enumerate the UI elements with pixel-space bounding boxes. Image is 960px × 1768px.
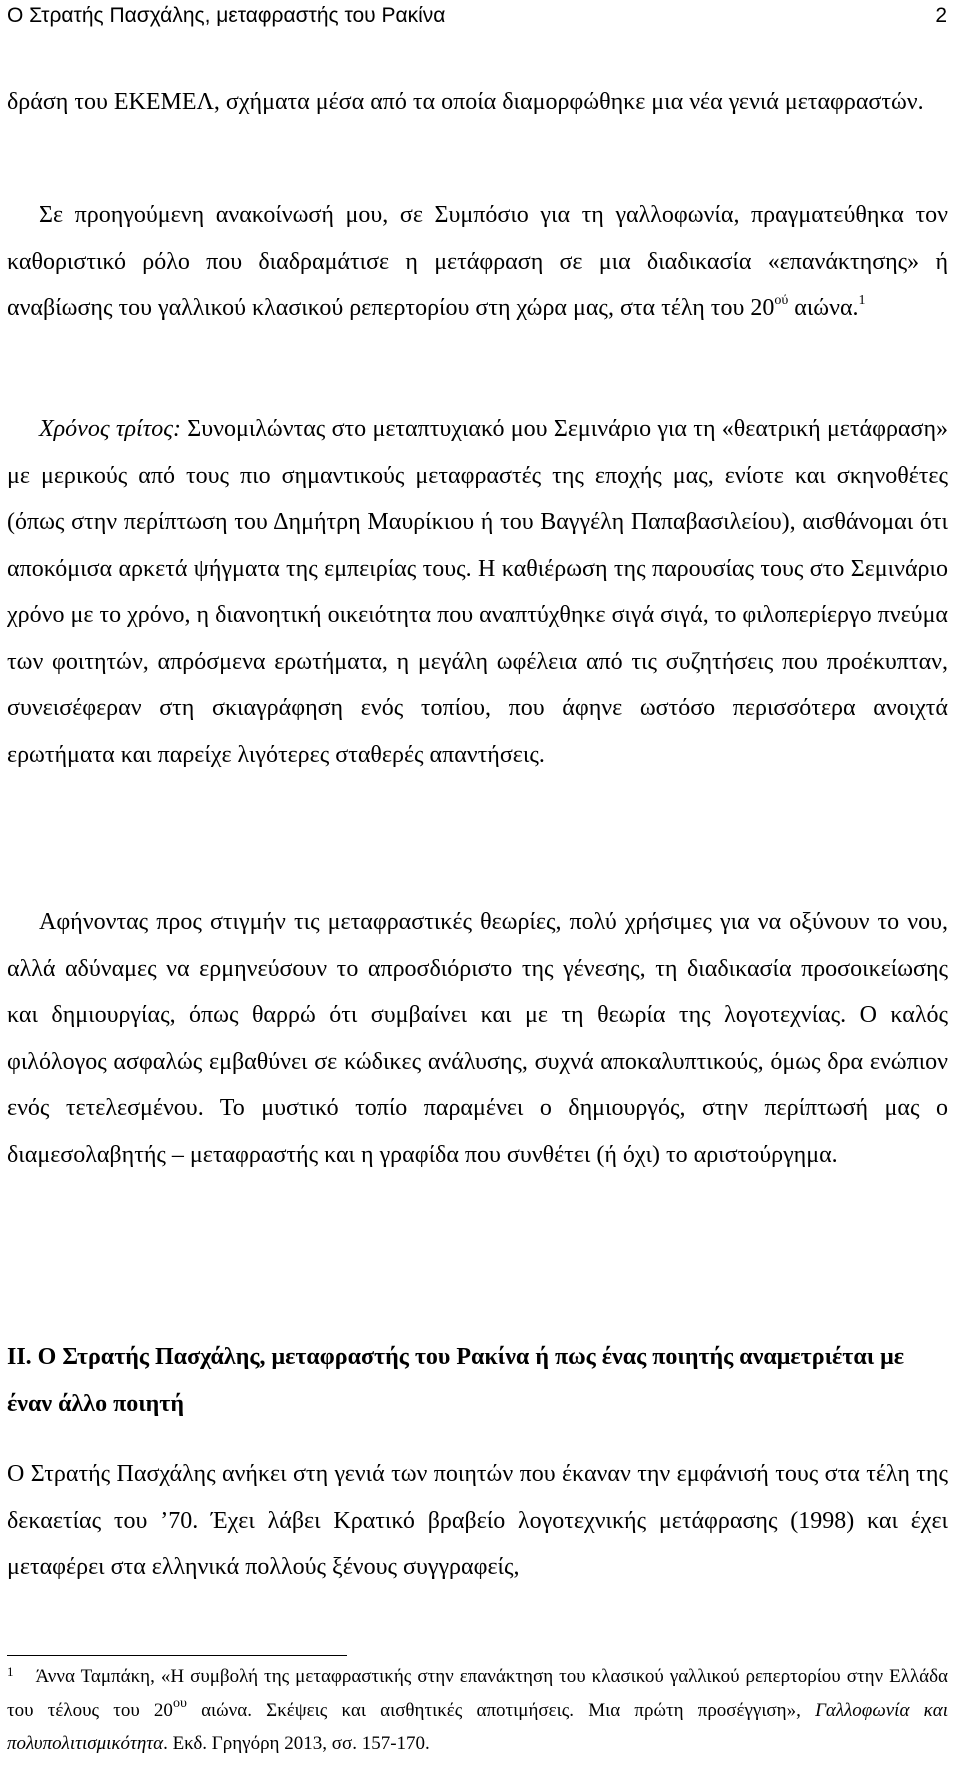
paragraph-2 — [7, 192, 948, 332]
footnote-text-c: . Εκδ. Γρηγόρη 2013, σσ. 157-170. — [163, 1733, 430, 1754]
footnote-superscript: ου — [172, 1695, 187, 1711]
footnote — [7, 1660, 948, 1760]
paragraph-3 — [7, 406, 948, 778]
section-heading — [7, 1334, 948, 1427]
paragraph-1-text: δράση του ΕΚΕΜΕΛ, σχήματα μέσα από τα οποία διαμορφώθηκε μια νέα γενιά μεταφραστών. — [7, 89, 924, 115]
paragraph-4-text: Αφήνοντας προς στιγμήν τις μεταφραστικές θεωρίες, πολύ χρήσιμες για να οξύνουν το νου, αλλά αδύναμες να ερμηνεύσουν το απροσδιόριστο της γένεσης, τη διαδικασία προσοικείωσης και δημιουργίας, όπως θαρρώ ότι συμβαίνει και με τη θεωρία της λογοτεχνίας. Ο καλός φιλόλογος ασφαλώς εμβαθύνει σε κώδικες ανάλυσης, συχνά αποκαλυπτικούς, όμως δρα ενώπιον ενός τετελεσμένου. Το μυστικό τοπίο παραμένει ο δημιουργός, στην περίπτωσή μας ο διαμεσολαβητής – μεταφραστής και η γραφίδα που συνθέτει (ή όχι) το αριστούργημα. — [7, 909, 948, 1168]
paragraph-5 — [7, 1451, 948, 1591]
section-heading-text: ΙΙ. Ο Στρατής Πασχάλης, μεταφραστής του Ρακίνα ή πως ένας ποιητής αναμετριέται με έναν άλλο ποιητή — [7, 1344, 905, 1417]
paragraph-2-text — [7, 192, 948, 332]
paragraph-1 — [7, 79, 948, 126]
running-header-title: Ο Στρατής Πασχάλης, μεταφραστής του Ρακίνα — [7, 4, 446, 27]
paragraph-5-text: Ο Στρατής Πασχάλης ανήκει στη γενιά των ποιητών που έκαναν την εμφάνισή τους στα τέλη της δεκαετίας του ’70. Έχει λάβει Κρατικό βραβείο λογοτεχνικής μετάφρασης (1998) και έχει μεταφέρει στα ελληνικά πολλούς ξένους συγγραφείς, — [7, 1461, 948, 1580]
paragraph-2-main: Σε προηγούμενη ανακοίνωσή μου, σε Συμπόσιο για τη γαλλοφωνία, πραγματεύθηκα τον καθοριστικό ρόλο που διαδραμάτισε η μετάφραση σε μια διαδικασία «επανάκτησης» ή αναβίωσης του γαλλικού κλασικού ρεπερτορίου στη χώρα μας, στα τέλη του 20 — [7, 202, 948, 321]
footnote-book-title: Γαλλοφωνία και πολυπολιτισμικότητα — [7, 1700, 948, 1754]
page-number: 2 — [935, 4, 947, 27]
footnote-text-b: αιώνα. Σκέψεις και αισθητικές αποτιμήσεις. Μια πρώτη προσέγγιση», — [186, 1700, 816, 1721]
running-header — [7, 0, 947, 34]
footnote-reference[interactable]: 1 — [858, 293, 866, 308]
footnote-text-a: Άννα Ταμπάκη, «Η συμβολή της μεταφραστικής στην επανάκτηση του κλασικού γαλλικού ρεπερτορίου στην Ελλάδα του τέλους του 20 — [7, 1666, 948, 1721]
paragraph-3-lead: Χρόνος τρίτος: — [39, 416, 181, 442]
footnote-separator — [7, 1655, 347, 1656]
paragraph-3-text — [7, 406, 948, 778]
paragraph-4 — [7, 899, 948, 1178]
paragraph-2-end: αιώνα. — [788, 295, 859, 321]
ordinal-superscript: ού — [774, 293, 789, 308]
footnote-mark: 1 — [7, 1664, 14, 1679]
paragraph-3-main: Συνομιλώντας στο μεταπτυχιακό μου Σεμινάριο για τη «θεατρική μετάφραση» με μερικούς από τους πιο σημαντικούς μεταφραστές της εποχής μας, ενίοτε και σκηνοθέτες (όπως στην περίπτωση του Δημήτρη Μαυρίκιου ή του Βαγγέλη Παπαβασιλείου), αισθάνομαι ότι αποκόμισα αρκετά ψήγματα της εμπειρίας τους. Η καθιέρωση της παρουσίας τους στο Σεμινάριο χρόνο με το χρόνο, η διανοητική οικειότητα που αναπτύχθηκε σιγά σιγά, το φιλοπερίεργο πνεύμα των φοιτητών, απρόσμενα ερωτήματα, η μεγάλη ωφέλεια από τις συζητήσεις που προέκυπταν, συνεισέφεραν στη σκιαγράφηση ενός τοπίου, που άφηνε ωστόσο περισσότερα ανοιχτά ερωτήματα και παρείχε λιγότερες σταθερές απαντήσεις. — [7, 416, 949, 768]
